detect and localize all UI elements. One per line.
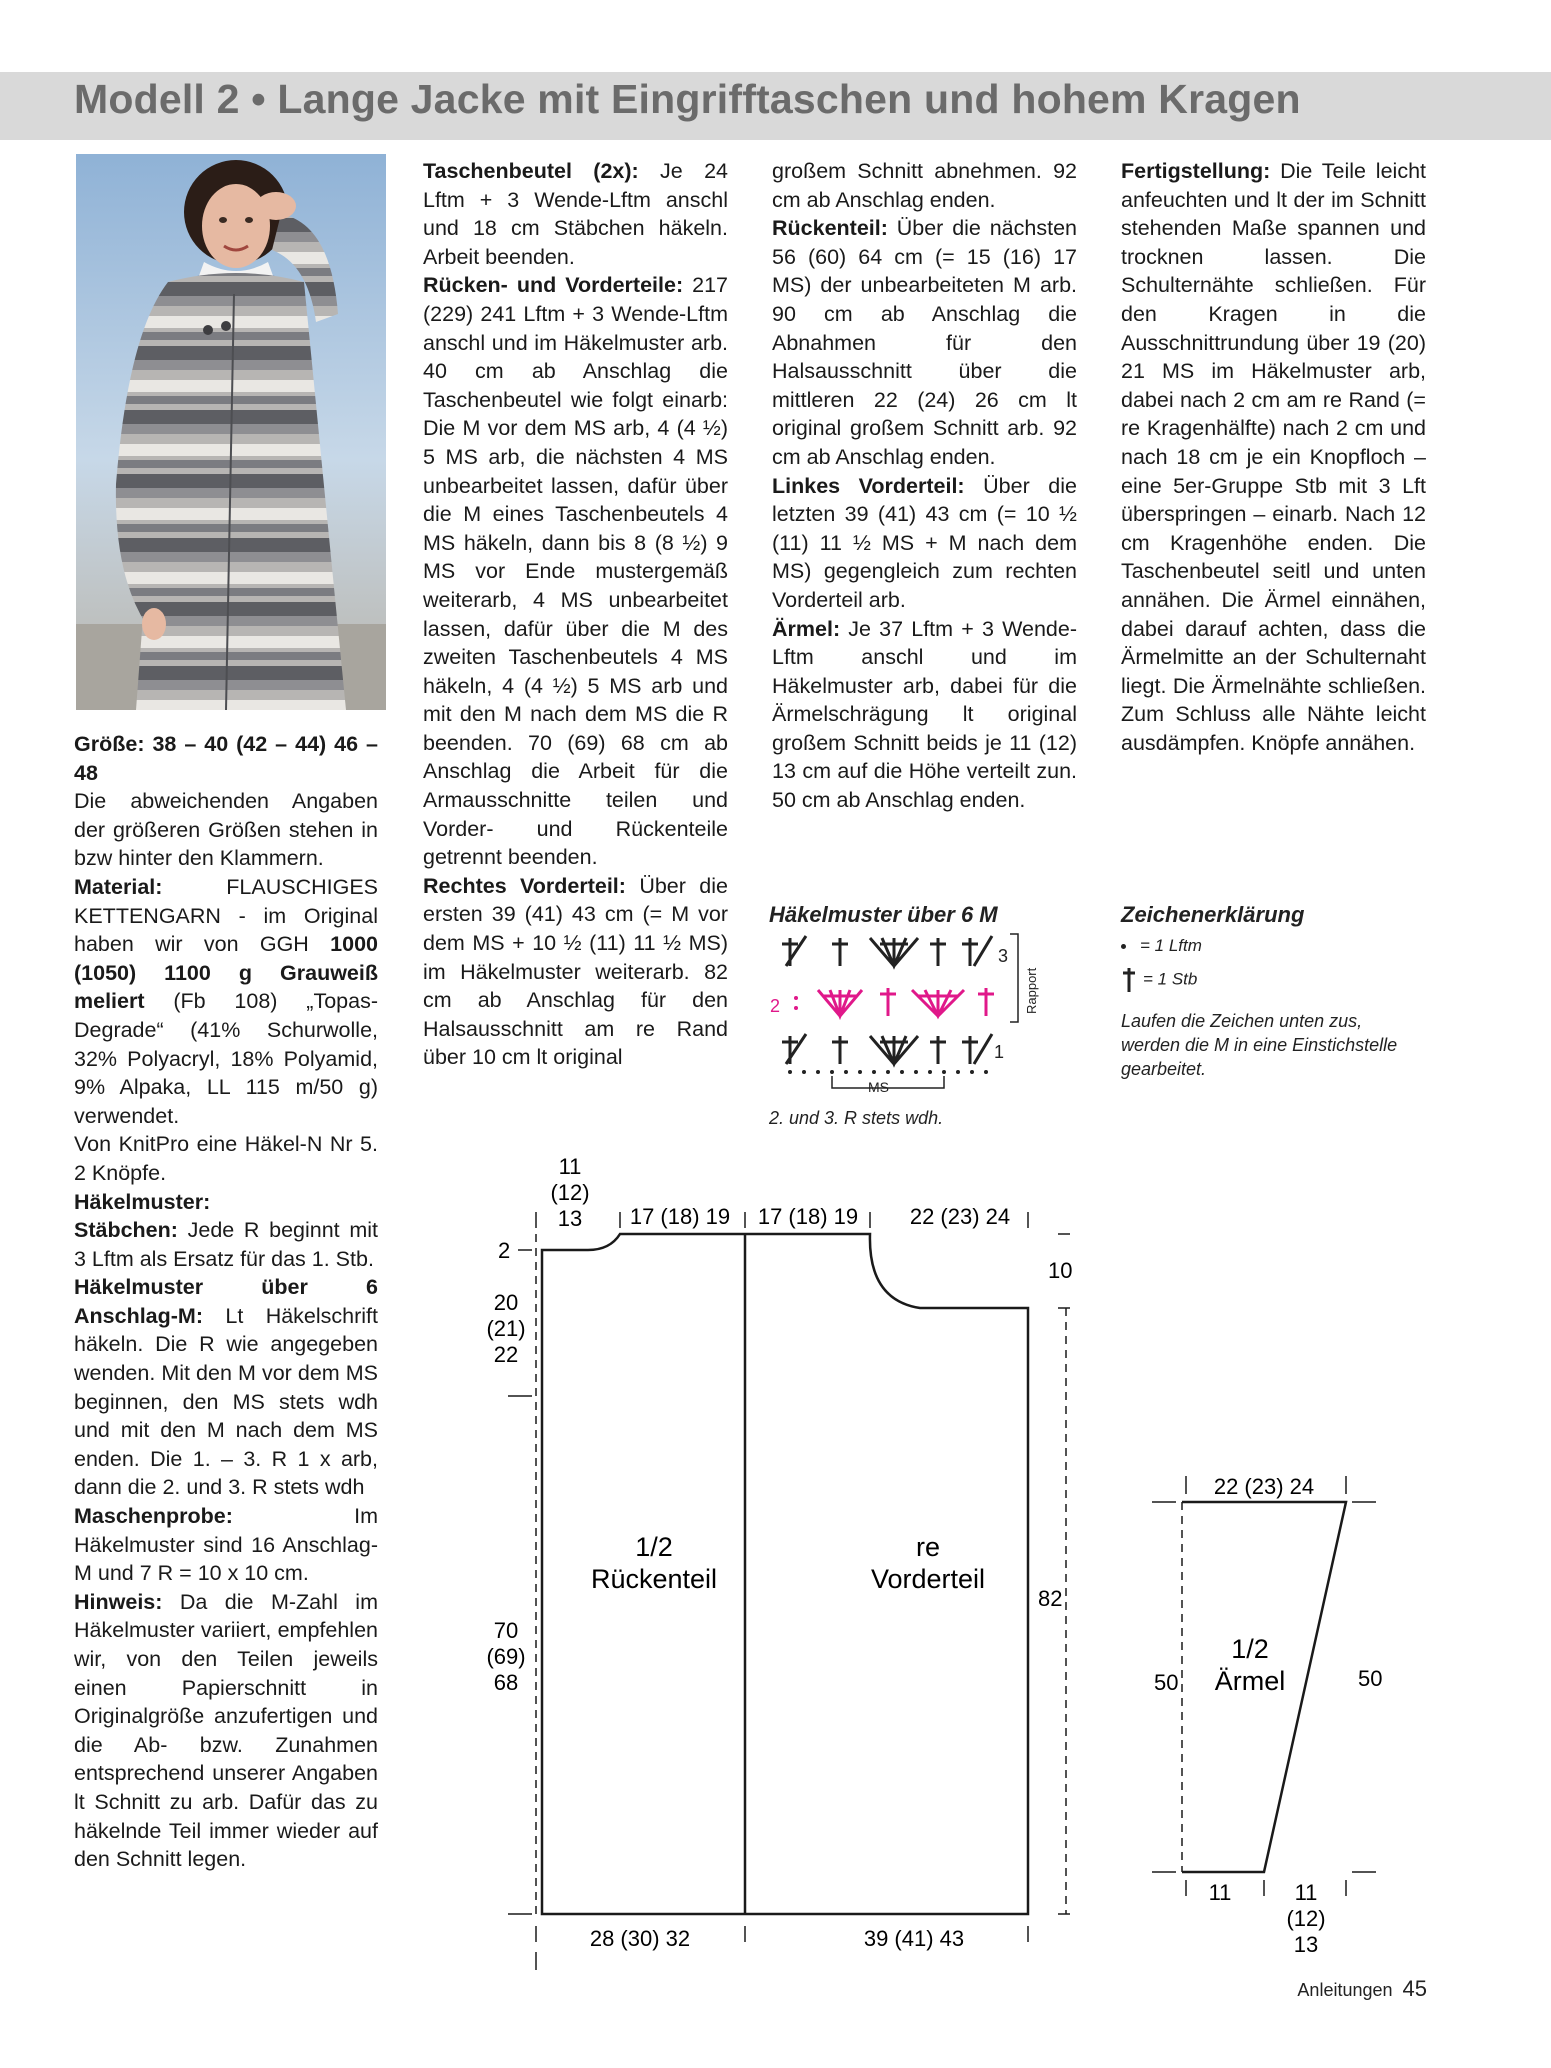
armhole-bot: 22	[493, 1342, 519, 1367]
back-text: Über die nächsten 56 (60) 64 cm (= 15 (16) 17 MS) der unbearbeiteten M arb. 90 cm ab Anschlag die Abnahmen für den Halsausschnitt über die mittleren 22 (24) 26 cm lt original großem Schnitt arb. 92 cm ab Anschlag enden.	[772, 216, 1077, 469]
model-photo	[76, 154, 386, 710]
sleeve-label-2: Ärmel	[1214, 1666, 1286, 1696]
body-label: Rücken- und Vorderteile:	[423, 273, 684, 298]
top-segment-2: 17 (18) 19	[757, 1204, 859, 1229]
stitch-section	[74, 1188, 378, 1874]
sleeve-length-left: 50	[1154, 1670, 1179, 1695]
armhole-mid: (21)	[486, 1316, 526, 1341]
left-neck-depth: 2	[498, 1238, 511, 1263]
finish-text: Die Teile leicht anfeuchten und lt der im Schnitt stehenden Maße spannen und trocknen lassen. Die Schulternähte schließen. Für den Kragen in die Ausschnittrundung über 19 (20) 21 MS im Häkelmuster arb, dabei nach 2 cm am re Rand (= re Kragenhälfte) nach 2 cm und nach 18 cm je ein Knopfloch – eine 5er-Gruppe Stb mit 3 Lft überspringen – einarb. Nach 12 cm Kragenhöhe enden. Die Taschenbeutel seitl und unten annähen. Die Ärmel einnähen, dabei darauf achten, dass die Ärmelmitte an der Schulternaht liegt. Die Ärmelnähte schließen. Zum Schluss alle Nähte leicht ausdämpfen. Knöpfe annähen.	[1121, 159, 1426, 755]
bottom-width-back: 28 (30) 32	[589, 1926, 691, 1951]
gauge-label: Maschenprobe:	[74, 1504, 233, 1529]
left-front-text: Über die letzten 39 (41) 43 cm (= 10 ½ (11) 11 ½ MS + M nach dem MS) gegengleich zum rechten Vorderteil arb.	[772, 473, 1077, 612]
body-length-mid: (69)	[486, 1644, 526, 1669]
top-segment-1: 17 (18) 19	[629, 1204, 731, 1229]
jacket-photo-image	[76, 154, 386, 710]
sleeve-schematic	[1140, 1460, 1390, 1960]
neck-width-top: 11	[558, 1154, 582, 1179]
chart-foundation-dots	[788, 1070, 988, 1074]
continued-text: großem Schnitt abnehmen. 92 cm ab Anschlag enden.	[772, 159, 1077, 212]
pattern-text: Lt Häkelschrift häkeln. Die R wie angegeben wenden. Mit den M vor dem MS beginnen, den MS stets wdh und mit den M nach dem MS enden. Die 1. – 3. R 1 x arb, dann die 2. und 3. R stets wdh	[74, 1303, 378, 1500]
chart-row-3-label: 3	[998, 946, 1009, 966]
size-section	[74, 730, 378, 873]
neck-width-mid: (12)	[550, 1180, 590, 1205]
chart-row-2-label: 2	[770, 996, 781, 1016]
top-segment-3: 22 (23) 24	[909, 1204, 1011, 1229]
body-schematic	[470, 1150, 1090, 1970]
sleeve-label-1: 1/2	[1231, 1634, 1269, 1664]
sleeve-length-right: 50	[1358, 1666, 1383, 1691]
pattern-label: Häkelmuster über 6 Anschlag-M:	[74, 1275, 378, 1328]
material-label: Material:	[74, 874, 163, 899]
staebchen-text: Jede R beginnt mit 3 Lftm als Ersatz für das 1. Stb.	[74, 1218, 378, 1271]
title-bar	[0, 72, 1551, 140]
right-front-label: Rechtes Vorderteil:	[423, 873, 626, 898]
sleeve-label: Ärmel:	[772, 616, 841, 641]
chart-row-2-chain-dots	[794, 996, 798, 1010]
double-crochet-icon	[1121, 966, 1137, 994]
legend-dc-text: = 1 Stb	[1143, 969, 1198, 989]
crochet-chart	[760, 930, 1060, 1110]
right-front-text: Über die ersten 39 (41) 43 cm (= M vor dem MS + 10 ½ (11) 11 ½ MS) im Häkelmuster weiterarb. 82 cm ab Anschlag für den Halsausschnitt am re Rand über 10 cm lt original	[423, 873, 728, 1070]
legend-dc	[1121, 966, 1197, 994]
left-front-label: Linkes Vorderteil:	[772, 473, 965, 498]
legend-note: Laufen die Zeichen unten zus, werden die M in eine Einstichstelle gearbeitet.	[1121, 1011, 1398, 1079]
sleeve-top-width: 22 (23) 24	[1213, 1474, 1315, 1499]
chart-row-1-symbols	[782, 1034, 992, 1064]
page-title: Modell 2 • Lange Jacke mit Eingrifftaschen und hohem Kragen	[74, 76, 1301, 122]
chart-note: 2. und 3. R stets wdh.	[769, 1108, 944, 1128]
size-label: Größe: 38 – 40 (42 – 44) 46 – 48	[74, 732, 378, 785]
chart-row-2-symbols	[818, 988, 994, 1016]
chart-rapport-label: Rapport	[1024, 967, 1039, 1014]
bottom-width-front: 39 (41) 43	[863, 1926, 965, 1951]
gauge-text: Im Häkelmuster sind 16 Anschlag-M und 7 R = 10 x 10 cm.	[74, 1504, 378, 1586]
column-2	[423, 157, 728, 1072]
finish-label: Fertigstellung:	[1121, 159, 1271, 183]
sleeve-increase-mid: (12)	[1286, 1906, 1326, 1931]
stitch-heading: Häkelmuster:	[74, 1189, 211, 1214]
chart-row-3-symbols	[782, 936, 992, 966]
chart-heading: Häkelmuster über 6 M	[769, 902, 998, 927]
back-label: Rückenteil:	[772, 216, 888, 241]
sleeve-text: Je 37 Lftm + 3 Wende-Lftm anschl und im Häkelmuster arb, dabei für die Ärmelschrägung lt original großem Schnitt beids je 11 (12) 13 cm auf die Höhe verteilt zun. 50 cm ab Anschlag enden.	[772, 616, 1077, 813]
back-label-2: Rückenteil	[590, 1564, 718, 1594]
material-text-3: Von KnitPro eine Häkel-N Nr 5. 2 Knöpfe.	[74, 1132, 378, 1185]
pocket-text: Je 24 Lftm + 3 Wende-Lftm anschl und 18 cm Stäbchen häkeln. Arbeit beenden.	[423, 159, 728, 269]
page-number: 45	[1402, 1976, 1427, 2001]
column-3	[772, 157, 1077, 815]
body-length-top: 70	[493, 1618, 519, 1643]
front-label-1: re	[915, 1532, 941, 1562]
legend-chain	[1121, 936, 1202, 956]
chain-stitch-icon	[1121, 944, 1126, 949]
hint-label: Hinweis:	[74, 1589, 163, 1614]
sleeve-increase-top: 11	[1294, 1880, 1318, 1905]
back-section	[772, 157, 1077, 815]
column-1	[74, 730, 378, 1874]
chart-rapport-bracket	[1010, 934, 1018, 1022]
sleeve-increase-bot: 13	[1293, 1932, 1319, 1957]
material-text-2: (Fb 108) „Topas-Degrade“ (41% Schurwolle, 32% Polyacryl, 18% Polyamid, 9% Alpaka, LL 115 m/50 g) verwendet.	[74, 989, 378, 1128]
sleeve-bottom-width: 11	[1208, 1880, 1232, 1905]
neck-width-bot: 13	[557, 1206, 583, 1231]
armhole-top: 20	[493, 1290, 519, 1315]
body-length-bot: 68	[493, 1670, 519, 1695]
staebchen-label: Stäbchen:	[74, 1218, 178, 1243]
pocket-label: Taschenbeutel (2x):	[423, 159, 639, 183]
right-neck-depth: 10	[1048, 1258, 1073, 1283]
material-text-1: FLAUSCHIGES KETTENGARN - im Original haben wir von GGH	[74, 874, 378, 957]
legend-heading: Zeichenerklärung	[1121, 902, 1305, 927]
material-yarn-amount: 1000 (1050) 1100 g Grauweiß meliert	[74, 932, 378, 1014]
page-footer	[1297, 1976, 1427, 2002]
front-length: 82	[1038, 1586, 1063, 1611]
hint-text: Da die M-Zahl im Häkelmuster variiert, empfehlen wir, von den Teilen jeweils einen Papierschnitt in Originalgröße anzufertigen und die Ab- bzw. Zunahmen entsprechend unserer Angaben lt Schnitt zu arb. Dafür das zu häkelnde Teil immer wieder auf den Schnitt legen.	[74, 1589, 378, 1872]
material-section	[74, 873, 378, 1188]
column-4	[1121, 157, 1426, 757]
size-text: Die abweichenden Angaben der größeren Größen stehen in bzw hinter den Klammern.	[74, 789, 378, 871]
front-label-2: Vorderteil	[870, 1564, 986, 1594]
legend-chain-text: = 1 Lftm	[1140, 936, 1202, 955]
pocket-section	[423, 157, 728, 1072]
footer-label: Anleitungen	[1297, 1980, 1393, 2000]
back-label-1: 1/2	[635, 1532, 673, 1562]
chart-ms-label: MS	[868, 1079, 889, 1095]
finish-section	[1121, 157, 1426, 757]
body-text: 217 (229) 241 Lftm + 3 Wende-Lftm anschl und im Häkelmuster arb. 40 cm ab Anschlag die Taschenbeutel wie folgt einarb: Die M vor dem MS arb, 4 (4 ½) 5 MS arb, die nächsten 4 MS unbearbeitet lassen, dafür über die M eines Taschenbeutels 4 MS häkeln, dann bis 8 (8 ½) 9 MS vor Ende mustergemäß weiterarb, 4 MS unbearbeitet lassen, dafür über die M des zweiten Taschenbeutels 4 MS häkeln, 4 (4 ½) 5 MS arb und mit den M nach dem MS die R beenden. 70 (69) 68 cm ab Anschlag die Arbeit für die Armausschnitte teilen und Vorder- und Rückenteile getrennt beenden.	[423, 273, 728, 870]
chart-row-1-label: 1	[994, 1042, 1005, 1062]
